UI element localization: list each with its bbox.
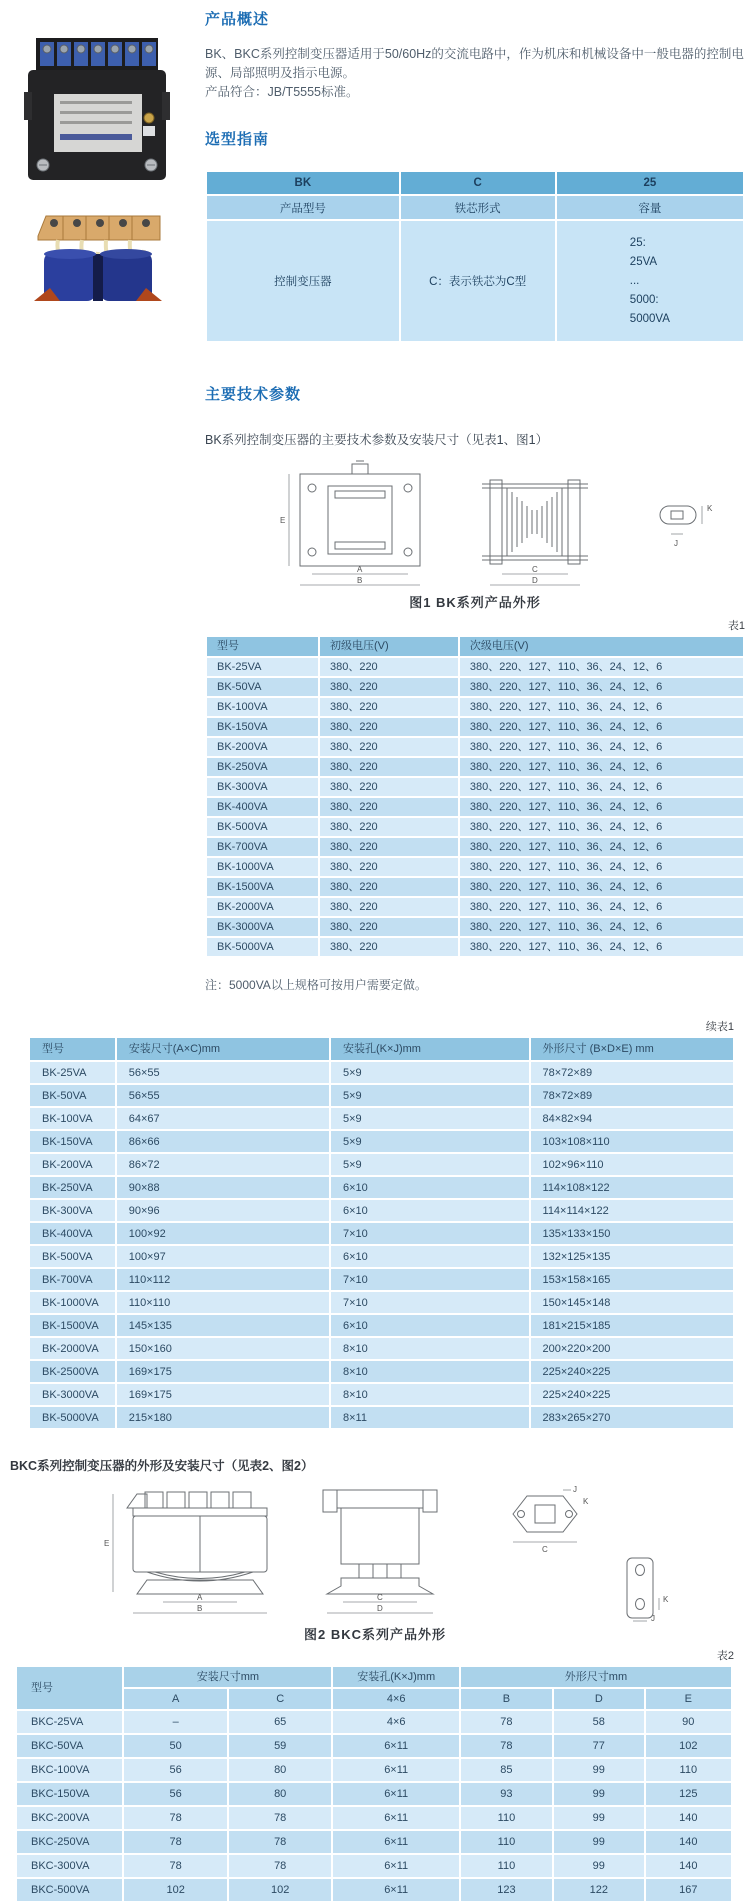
table-cell: BK-200VA xyxy=(29,1153,116,1176)
table-cell: 140 xyxy=(645,1854,732,1878)
bkc-product-photo[interactable] xyxy=(18,206,178,301)
code-c: C xyxy=(400,171,556,195)
table-cell: 380、220、127、110、36、24、12、6 xyxy=(459,777,744,797)
table1-h-primary: 初级电压(V) xyxy=(319,636,459,657)
table-cell: 380、220、127、110、36、24、12、6 xyxy=(459,717,744,737)
table-cell: BK-300VA xyxy=(206,777,319,797)
table-row xyxy=(206,837,744,857)
table-cell: 78 xyxy=(228,1830,333,1854)
table-cell: 5×9 xyxy=(330,1107,530,1130)
table-cell: 56×55 xyxy=(116,1061,330,1084)
table-row xyxy=(206,757,744,777)
table-cell: 215×180 xyxy=(116,1406,330,1429)
tech-params-heading: 主要技术参数 xyxy=(205,386,302,403)
table-cell: 380、220 xyxy=(319,677,459,697)
table-cell: 283×265×270 xyxy=(530,1406,734,1429)
table-cell: 169×175 xyxy=(116,1383,330,1406)
table-row xyxy=(206,717,744,737)
table-cell: 78 xyxy=(123,1854,228,1878)
table-row xyxy=(206,697,744,717)
table-cell: 6×11 xyxy=(332,1734,459,1758)
fig1-dim-b: B xyxy=(357,576,363,585)
table1-label: 表1 xyxy=(727,620,745,632)
table-cell: 110 xyxy=(645,1758,732,1782)
overview-text xyxy=(205,45,745,102)
table-cell: 380、220、127、110、36、24、12、6 xyxy=(459,757,744,777)
table-cell: BK-1500VA xyxy=(29,1314,116,1337)
table-cell: BK-250VA xyxy=(29,1176,116,1199)
table-cell: 80 xyxy=(228,1782,333,1806)
table-cell: 77 xyxy=(553,1734,645,1758)
table-cell: BK-250VA xyxy=(206,757,319,777)
table1-note: 注：5000VA以上规格可按用户需要定做。 xyxy=(205,978,427,992)
table-row xyxy=(29,1153,734,1176)
table-cell: 103×108×110 xyxy=(530,1130,734,1153)
table-cell: 380、220 xyxy=(319,717,459,737)
fig2-dim-k-top: K xyxy=(583,1497,589,1506)
table-cell: 380、220 xyxy=(319,757,459,777)
table-cell: 102×96×110 xyxy=(530,1153,734,1176)
table1-h-model: 型号 xyxy=(206,636,319,657)
capacity-lines xyxy=(630,234,670,329)
table-cell: BK-1500VA xyxy=(206,877,319,897)
table-cell: 86×66 xyxy=(116,1130,330,1153)
table-cell: 380、220、127、110、36、24、12、6 xyxy=(459,897,744,917)
table-row xyxy=(29,1245,734,1268)
fig1-dim-k: K xyxy=(707,504,713,513)
fig1-dim-c: C xyxy=(532,565,538,574)
table-cell: BK-700VA xyxy=(206,837,319,857)
table-cell: 8×10 xyxy=(330,1360,530,1383)
table-cell: 4×6 xyxy=(332,1710,459,1734)
capacity-line: 25VA xyxy=(629,255,658,268)
table-cell: 380、220 xyxy=(319,937,459,957)
table-cell: 380、220、127、110、36、24、12、6 xyxy=(459,817,744,837)
table-cell: BK-50VA xyxy=(206,677,319,697)
table-row xyxy=(16,1806,732,1830)
table-cell: 380、220 xyxy=(319,737,459,757)
table-cell: 5×9 xyxy=(330,1084,530,1107)
table-cell: BKC-250VA xyxy=(16,1830,123,1854)
table-cell: 78×72×89 xyxy=(530,1084,734,1107)
table-row xyxy=(16,1878,732,1902)
table-cell: 114×108×122 xyxy=(530,1176,734,1199)
table-row xyxy=(206,677,744,697)
table-row xyxy=(29,1314,734,1337)
table-cell: 86×72 xyxy=(116,1153,330,1176)
table-cell: 7×10 xyxy=(330,1222,530,1245)
table-cell: 110×110 xyxy=(116,1291,330,1314)
table-cell: 78 xyxy=(228,1806,333,1830)
table-row xyxy=(29,1383,734,1406)
selection-guide-heading: 选型指南 xyxy=(205,131,270,148)
table-cell: BK-3000VA xyxy=(206,917,319,937)
table-row xyxy=(29,1107,734,1130)
table-cell: 7×10 xyxy=(330,1291,530,1314)
table-row xyxy=(29,1360,734,1383)
table-row xyxy=(29,1130,734,1153)
table-row xyxy=(29,1176,734,1199)
table-cell: BK-2000VA xyxy=(206,897,319,917)
detail-core: C：表示铁芯为C型 xyxy=(400,220,556,342)
table-cell: 380、220 xyxy=(319,697,459,717)
table-cell: 78 xyxy=(228,1854,333,1878)
table-row xyxy=(206,737,744,757)
table-cell: 153×158×165 xyxy=(530,1268,734,1291)
table-cell: 90 xyxy=(645,1710,732,1734)
table-cell: 8×11 xyxy=(330,1406,530,1429)
code-25: 25 xyxy=(556,171,744,195)
table-cell: BKC-50VA xyxy=(16,1734,123,1758)
table-cell: 380、220、127、110、36、24、12、6 xyxy=(459,937,744,957)
table-cell: 150×145×148 xyxy=(530,1291,734,1314)
capacity-line: ... xyxy=(629,274,640,287)
table-cell: 58 xyxy=(553,1710,645,1734)
overview-compliance: 产品符合：JB/T5555标准。 xyxy=(205,85,359,99)
table-row xyxy=(29,1222,734,1245)
table-cell: 135×133×150 xyxy=(530,1222,734,1245)
table2-h-46: 4×6 xyxy=(332,1688,459,1710)
table-cell: 99 xyxy=(553,1782,645,1806)
table2-h-a: A xyxy=(123,1688,228,1710)
fig1-dim-a: A xyxy=(357,565,363,574)
table-cell: 102 xyxy=(123,1878,228,1902)
table1 xyxy=(205,635,745,958)
table1b-h-mount: 安装尺寸(A×C)mm xyxy=(116,1037,330,1061)
table-cell: 80 xyxy=(228,1758,333,1782)
table-cell: 122 xyxy=(553,1878,645,1902)
table-cell: 90×88 xyxy=(116,1176,330,1199)
table2-h-hole-group: 安装孔(K×J)mm xyxy=(332,1666,459,1688)
table-cell: 181×215×185 xyxy=(530,1314,734,1337)
capacity-line: 5000VA xyxy=(629,312,670,325)
detail-model: 控制变压器 xyxy=(206,220,400,342)
table-row xyxy=(29,1199,734,1222)
table-cell: – xyxy=(123,1710,228,1734)
table-row xyxy=(206,777,744,797)
table-row xyxy=(206,857,744,877)
table-row xyxy=(206,877,744,897)
table-row xyxy=(16,1758,732,1782)
table-cell: 380、220 xyxy=(319,817,459,837)
table-cell: BK-300VA xyxy=(29,1199,116,1222)
table-cell: 99 xyxy=(553,1806,645,1830)
table-cell: BK-1000VA xyxy=(29,1291,116,1314)
tech-intro: BK系列控制变压器的主要技术参数及安装尺寸（见表1、图1） xyxy=(205,433,549,447)
selection-guide-table xyxy=(205,170,745,343)
table-cell: 150×160 xyxy=(116,1337,330,1360)
table-cell: 8×10 xyxy=(330,1337,530,1360)
table-cell: 6×10 xyxy=(330,1245,530,1268)
table-row xyxy=(206,817,744,837)
table-cell: 6×10 xyxy=(330,1176,530,1199)
fig1-dim-d: D xyxy=(532,576,538,585)
table-cell: 380、220、127、110、36、24、12、6 xyxy=(459,837,744,857)
fig2-dim-e: E xyxy=(104,1539,110,1548)
table-cell: 5×9 xyxy=(330,1153,530,1176)
table-row xyxy=(206,657,744,677)
fig2-dim-c-top: C xyxy=(542,1545,548,1554)
table-cell: 380、220、127、110、36、24、12、6 xyxy=(459,857,744,877)
table-cell: 125 xyxy=(645,1782,732,1806)
table-cell: 93 xyxy=(460,1782,553,1806)
table-cell: BK-200VA xyxy=(206,737,319,757)
table-row xyxy=(29,1291,734,1314)
table-cell: 84×82×94 xyxy=(530,1107,734,1130)
table-cell: 5×9 xyxy=(330,1130,530,1153)
table-cell: BK-1000VA xyxy=(206,857,319,877)
table-cell: 380、220、127、110、36、24、12、6 xyxy=(459,737,744,757)
table-cell: BK-3000VA xyxy=(29,1383,116,1406)
table-cell: 200×220×200 xyxy=(530,1337,734,1360)
capacity-line: 5000: xyxy=(629,293,659,306)
fig1-dim-e: E xyxy=(280,516,286,525)
code-bk: BK xyxy=(206,171,400,195)
table2-group-header-row xyxy=(16,1666,732,1688)
table1b-h-model: 型号 xyxy=(29,1037,116,1061)
table-cell: 6×11 xyxy=(332,1806,459,1830)
table-cell: 380、220、127、110、36、24、12、6 xyxy=(459,657,744,677)
table-cell: BK-5000VA xyxy=(29,1406,116,1429)
table-cell: BK-500VA xyxy=(29,1245,116,1268)
table-cell: 380、220 xyxy=(319,897,459,917)
table-cell: BK-400VA xyxy=(29,1222,116,1245)
table-row xyxy=(206,917,744,937)
table-cell: 6×11 xyxy=(332,1830,459,1854)
table-row xyxy=(206,797,744,817)
table-cell: 6×11 xyxy=(332,1758,459,1782)
detail-capacity xyxy=(556,220,744,342)
table-cell: 6×11 xyxy=(332,1854,459,1878)
table-cell: BKC-500VA xyxy=(16,1878,123,1902)
table-cell: 380、220、127、110、36、24、12、6 xyxy=(459,677,744,697)
fig2-dim-j2: J xyxy=(651,1614,655,1623)
table-cell: 102 xyxy=(228,1878,333,1902)
table-cell: 78 xyxy=(123,1830,228,1854)
table-cell: 380、220 xyxy=(319,797,459,817)
table-cell: 78 xyxy=(123,1806,228,1830)
table-cell: 8×10 xyxy=(330,1383,530,1406)
table-cell: BK-25VA xyxy=(206,657,319,677)
table-cell: 56×55 xyxy=(116,1084,330,1107)
table-cell: 50 xyxy=(123,1734,228,1758)
selection-meaning-row xyxy=(206,195,744,220)
table-cell: 380、220、127、110、36、24、12、6 xyxy=(459,917,744,937)
table-cell: 6×11 xyxy=(332,1878,459,1902)
table-cell: 380、220 xyxy=(319,777,459,797)
table-cell: 65 xyxy=(228,1710,333,1734)
fig2-dim-k2: K xyxy=(663,1595,669,1604)
table-cell: BK-2500VA xyxy=(29,1360,116,1383)
overview-description: BK、BKC系列控制变压器适用于50/60Hz的交流电路中，作为机床和机械设备中一般电器的控制电源、局部照明及指示电源。 xyxy=(205,47,744,80)
table-cell: 110 xyxy=(460,1806,553,1830)
table-cell: 225×240×225 xyxy=(530,1360,734,1383)
table1-h-secondary: 次级电压(V) xyxy=(459,636,744,657)
meaning-capacity: 容量 xyxy=(556,195,744,220)
table-cell: 5×9 xyxy=(330,1061,530,1084)
table-row xyxy=(206,937,744,957)
meaning-core: 铁芯形式 xyxy=(400,195,556,220)
table-row xyxy=(29,1084,734,1107)
table-cell: 59 xyxy=(228,1734,333,1758)
table-cell: 100×92 xyxy=(116,1222,330,1245)
figure1-caption: 图1 BK系列产品外形 xyxy=(409,595,541,610)
table-cell: BKC-100VA xyxy=(16,1758,123,1782)
table-cell: 6×10 xyxy=(330,1314,530,1337)
table-cell: 90×96 xyxy=(116,1199,330,1222)
table2-h-b: B xyxy=(460,1688,553,1710)
table-cell: 140 xyxy=(645,1806,732,1830)
fig1-dim-j: J xyxy=(674,539,678,548)
table-row xyxy=(29,1406,734,1429)
table-cell: 6×10 xyxy=(330,1199,530,1222)
bk-product-photo[interactable] xyxy=(18,34,176,192)
table-row xyxy=(29,1061,734,1084)
table-cell: 110 xyxy=(460,1830,553,1854)
table-cell: 380、220、127、110、36、24、12、6 xyxy=(459,797,744,817)
figure2 xyxy=(0,1482,750,1622)
table1b-label: 续表1 xyxy=(705,1021,734,1033)
table-cell: 110 xyxy=(460,1854,553,1878)
table-cell: BK-150VA xyxy=(206,717,319,737)
table1-continued xyxy=(28,1036,735,1430)
figure1 xyxy=(205,458,745,590)
table-cell: 78 xyxy=(460,1710,553,1734)
table1-header-row xyxy=(206,636,744,657)
bkc-intro: BKC系列控制变压器的外形及安装尺寸（见表2、图2） xyxy=(10,1459,314,1473)
table-cell: 380、220、127、110、36、24、12、6 xyxy=(459,697,744,717)
overview-heading: 产品概述 xyxy=(205,11,270,28)
table1b-header-row xyxy=(29,1037,734,1061)
table-cell: 7×10 xyxy=(330,1268,530,1291)
table-cell: BK-100VA xyxy=(29,1107,116,1130)
table1b-h-hole: 安装孔(K×J)mm xyxy=(330,1037,530,1061)
table-cell: 102 xyxy=(645,1734,732,1758)
table-cell: BK-700VA xyxy=(29,1268,116,1291)
fig2-dim-d: D xyxy=(377,1604,383,1613)
table-cell: BK-400VA xyxy=(206,797,319,817)
table-cell: 380、220 xyxy=(319,857,459,877)
table1b-h-outline: 外形尺寸 (B×D×E) mm xyxy=(530,1037,734,1061)
table-cell: BK-150VA xyxy=(29,1130,116,1153)
selection-code-row xyxy=(206,171,744,195)
selection-detail-row xyxy=(206,220,744,342)
table-cell: 380、220、127、110、36、24、12、6 xyxy=(459,877,744,897)
table2-label: 表2 xyxy=(716,1650,734,1662)
capacity-line: 25: xyxy=(629,236,646,249)
table2-h-outline-group: 外形尺寸mm xyxy=(460,1666,732,1688)
table-row xyxy=(16,1710,732,1734)
table-cell: BK-500VA xyxy=(206,817,319,837)
table-cell: 78×72×89 xyxy=(530,1061,734,1084)
table-row xyxy=(16,1734,732,1758)
table2-sub-header-row xyxy=(16,1688,732,1710)
table-cell: BKC-150VA xyxy=(16,1782,123,1806)
table-cell: 99 xyxy=(553,1830,645,1854)
table2 xyxy=(15,1665,733,1903)
table-cell: BK-100VA xyxy=(206,697,319,717)
table-cell: 167 xyxy=(645,1878,732,1902)
table2-h-d: D xyxy=(553,1688,645,1710)
table-row xyxy=(29,1268,734,1291)
table-cell: 380、220 xyxy=(319,877,459,897)
table-row xyxy=(16,1782,732,1806)
table-cell: 114×114×122 xyxy=(530,1199,734,1222)
table-cell: 6×11 xyxy=(332,1782,459,1806)
table-cell: 99 xyxy=(553,1854,645,1878)
table2-h-model: 型号 xyxy=(16,1666,123,1710)
figure2-drawing xyxy=(75,1482,675,1622)
table-cell: 56 xyxy=(123,1782,228,1806)
table-cell: 110×112 xyxy=(116,1268,330,1291)
table-cell: BKC-25VA xyxy=(16,1710,123,1734)
meaning-model: 产品型号 xyxy=(206,195,400,220)
table-cell: BK-25VA xyxy=(29,1061,116,1084)
table-cell: 85 xyxy=(460,1758,553,1782)
table-row xyxy=(16,1830,732,1854)
table-cell: 225×240×225 xyxy=(530,1383,734,1406)
table-cell: 145×135 xyxy=(116,1314,330,1337)
table-cell: 380、220 xyxy=(319,917,459,937)
table-row xyxy=(29,1337,734,1360)
fig2-dim-a: A xyxy=(197,1593,203,1602)
table-cell: 123 xyxy=(460,1878,553,1902)
table-cell: BKC-300VA xyxy=(16,1854,123,1878)
table-cell: 78 xyxy=(460,1734,553,1758)
table-cell: 140 xyxy=(645,1830,732,1854)
table-cell: BK-5000VA xyxy=(206,937,319,957)
table-cell: 99 xyxy=(553,1758,645,1782)
table-cell: 132×125×135 xyxy=(530,1245,734,1268)
table-cell: 64×67 xyxy=(116,1107,330,1130)
figure1-drawing xyxy=(205,458,745,590)
table2-h-mount-group: 安装尺寸mm xyxy=(123,1666,332,1688)
table2-h-e: E xyxy=(645,1688,732,1710)
table-cell: BKC-200VA xyxy=(16,1806,123,1830)
table-cell: 380、220 xyxy=(319,837,459,857)
table-row xyxy=(16,1854,732,1878)
fig2-dim-b: B xyxy=(197,1604,203,1613)
fig2-dim-j-top: J xyxy=(573,1485,577,1494)
table-cell: BK-50VA xyxy=(29,1084,116,1107)
figure2-caption: 图2 BKC系列产品外形 xyxy=(303,1627,446,1642)
fig2-dim-c: C xyxy=(377,1593,383,1602)
table2-h-c: C xyxy=(228,1688,333,1710)
table-cell: 56 xyxy=(123,1758,228,1782)
table-cell: 100×97 xyxy=(116,1245,330,1268)
table-row xyxy=(206,897,744,917)
table-cell: 169×175 xyxy=(116,1360,330,1383)
table-cell: BK-2000VA xyxy=(29,1337,116,1360)
table-cell: 380、220 xyxy=(319,657,459,677)
